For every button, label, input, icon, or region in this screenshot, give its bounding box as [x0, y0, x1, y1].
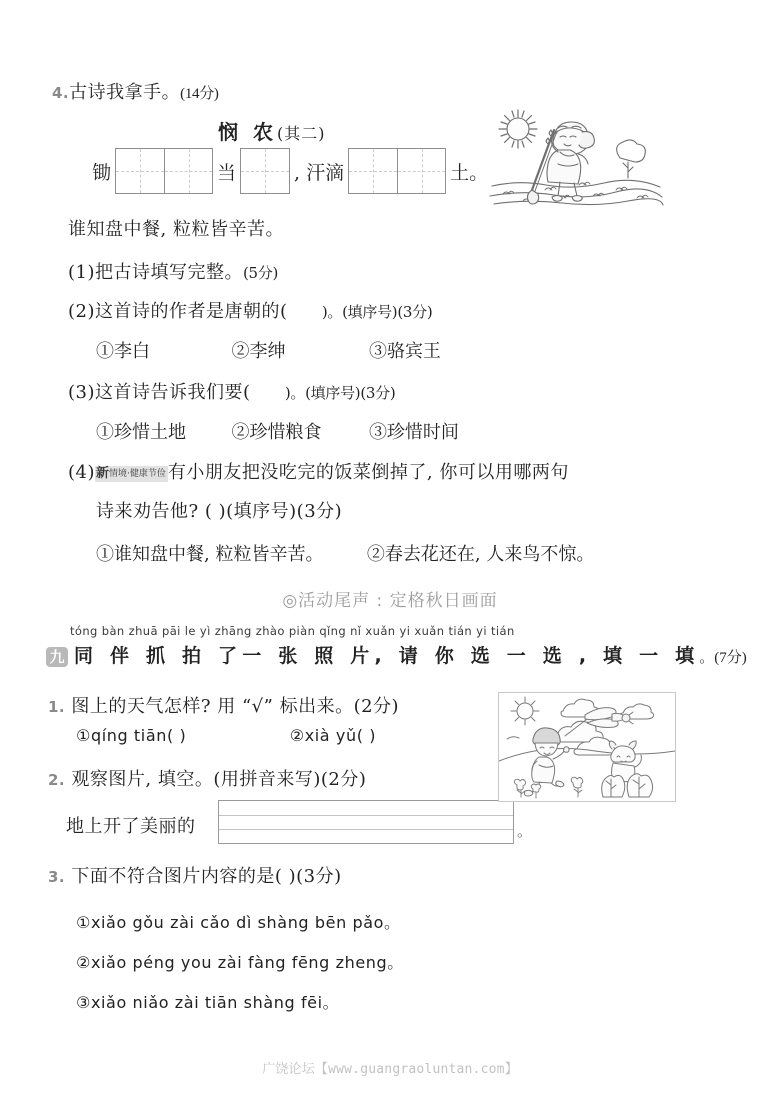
char-grid-2[interactable]	[240, 148, 290, 194]
section9-question-2	[48, 765, 366, 791]
section-9-pinyin-line: tóng bàn zhuā pāi le yì zhāng zhào piàn qǐng nǐ xuǎn yi xuǎn tián yi tián	[70, 624, 515, 638]
sub-question-1-label: (1)	[68, 262, 95, 283]
sub-question-1-text: 把古诗填写完整。	[95, 262, 243, 283]
new-context-tag	[95, 466, 168, 482]
section9-question-1-text: 图上的天气怎样? 用 “√” 标出来。(2分)	[71, 696, 400, 717]
poem-char-4: 土。	[450, 161, 489, 184]
section-9-heading	[46, 641, 747, 668]
option-4-1[interactable]: ①谁知盘中餐, 粒粒皆辛苦。	[96, 544, 324, 565]
section9-option-1-1[interactable]: ①qíng tiān( )	[76, 726, 187, 745]
section9-option-3-1[interactable]: ①xiǎo gǒu zài cǎo dì shàng bēn pǎo。	[76, 913, 401, 932]
char-grid-1[interactable]	[115, 148, 213, 194]
section9-question-1-options	[76, 726, 376, 745]
question-4-heading	[52, 78, 219, 104]
sub-question-2-text: 这首诗的作者是唐朝的(	[95, 301, 288, 322]
sub-question-2-label: (2)	[68, 301, 95, 322]
answer-blank-3[interactable]	[251, 382, 285, 403]
section9-question-2-number: 2.	[48, 771, 66, 789]
section-9-main-text-2: , 请 你 选 一 选 , 填 一 填	[374, 645, 700, 667]
section9-question-2-period: 。	[517, 822, 533, 840]
sub-question-2-options	[96, 337, 441, 363]
section9-question-3	[48, 862, 342, 888]
section9-question-2-fill-prefix: 地上开了美丽的	[66, 816, 196, 837]
poem-char-2: 当	[217, 161, 237, 184]
poem-fill-row	[88, 148, 492, 194]
option-4-2[interactable]: ②春去花还在, 人来鸟不惊。	[366, 544, 595, 565]
activity-section-heading: ◎活动尾声 : 定格秋日画面	[282, 591, 498, 611]
poem-title	[218, 116, 325, 145]
poem-char-1: 锄	[92, 161, 112, 184]
section9-question-3-number: 3.	[48, 868, 66, 886]
sub-question-2-text-after: )。(填序号)(3分)	[321, 303, 433, 321]
option-3-2[interactable]: ②珍惜粮食	[231, 422, 322, 443]
sub-question-2	[68, 297, 432, 323]
section-9-tail: 。(7分)	[699, 650, 747, 666]
answer-blank-2[interactable]	[288, 301, 322, 322]
sub-question-3-text-after: )。(填序号)(3分)	[284, 384, 396, 402]
section9-option-3-2[interactable]: ②xiǎo péng you zài fàng fēng zheng。	[76, 953, 404, 972]
sub-question-4-text-line2: 诗来劝告他? ( )(填序号)(3分)	[96, 501, 343, 522]
grid-cell[interactable]	[349, 149, 397, 193]
pinyin-guide-line	[219, 829, 513, 830]
poem-title-sub: (其二)	[276, 124, 326, 143]
sub-question-3	[68, 378, 395, 404]
sub-question-4-line2	[96, 497, 342, 523]
new-context-tag-small: 情境·健康节俭	[109, 469, 166, 479]
section-9-main-text: 同 伴 抓 拍 了一 张 照 片	[74, 645, 375, 667]
question-4-number: 4.	[52, 84, 70, 102]
pinyin-writing-box[interactable]	[218, 800, 514, 844]
farmer-hoeing-illustration	[488, 104, 664, 208]
section9-question-1-number: 1.	[48, 698, 66, 716]
grid-cell[interactable]	[397, 149, 445, 193]
poem-char-3: , 汗滴	[294, 161, 345, 184]
sub-question-1	[68, 258, 278, 284]
poem-line-2: 谁知盘中餐, 粒粒皆辛苦。	[68, 219, 284, 240]
grid-cell[interactable]	[241, 149, 289, 193]
footer-site-name: 广饶论坛	[262, 1062, 315, 1077]
grid-cell[interactable]	[164, 149, 212, 193]
section9-question-3-text: 下面不符合图片内容的是( )(3分)	[71, 866, 342, 887]
option-3-1[interactable]: ①珍惜土地	[96, 422, 186, 443]
option-3-3[interactable]: ③珍惜时间	[368, 422, 459, 443]
pinyin-guide-line	[219, 815, 513, 816]
sub-question-3-text: 这首诗告诉我们要(	[95, 382, 251, 403]
sub-question-3-options	[96, 418, 459, 444]
kite-flying-illustration	[498, 692, 676, 802]
option-2-2[interactable]: ②李绅	[231, 341, 286, 362]
sub-question-3-label: (3)	[68, 382, 95, 403]
option-2-1[interactable]: ①李白	[96, 341, 150, 362]
sub-question-1-score: (5分)	[243, 264, 279, 282]
question-4-title: 古诗我拿手。	[69, 82, 181, 103]
sub-question-4-text: 有小朋友把没吃完的饭菜倒掉了, 你可以用哪两句	[167, 462, 569, 483]
new-context-tag-big: 新	[96, 466, 110, 481]
option-2-3[interactable]: ③骆宾王	[368, 341, 441, 362]
section9-question-2-text: 观察图片, 填空。(用拼音来写)(2分)	[71, 769, 367, 790]
sub-question-4-label: (4)	[68, 462, 95, 483]
footer-watermark	[0, 1058, 780, 1077]
section9-question-1	[48, 692, 399, 718]
sub-question-4-options	[96, 540, 594, 566]
grid-cell[interactable]	[116, 149, 164, 193]
poem-title-main: 悯 农	[218, 120, 277, 144]
footer-url: 【www.guangraoluntan.com】	[314, 1062, 518, 1077]
section9-option-1-2[interactable]: ②xià yǔ( )	[289, 726, 377, 745]
char-grid-3[interactable]	[348, 148, 446, 194]
sub-question-4	[68, 458, 569, 484]
section9-option-3-3[interactable]: ③xiǎo niǎo zài tiān shàng fēi。	[76, 993, 340, 1012]
question-4-score: (14分)	[180, 86, 219, 102]
section-9-badge: 九	[46, 647, 68, 667]
